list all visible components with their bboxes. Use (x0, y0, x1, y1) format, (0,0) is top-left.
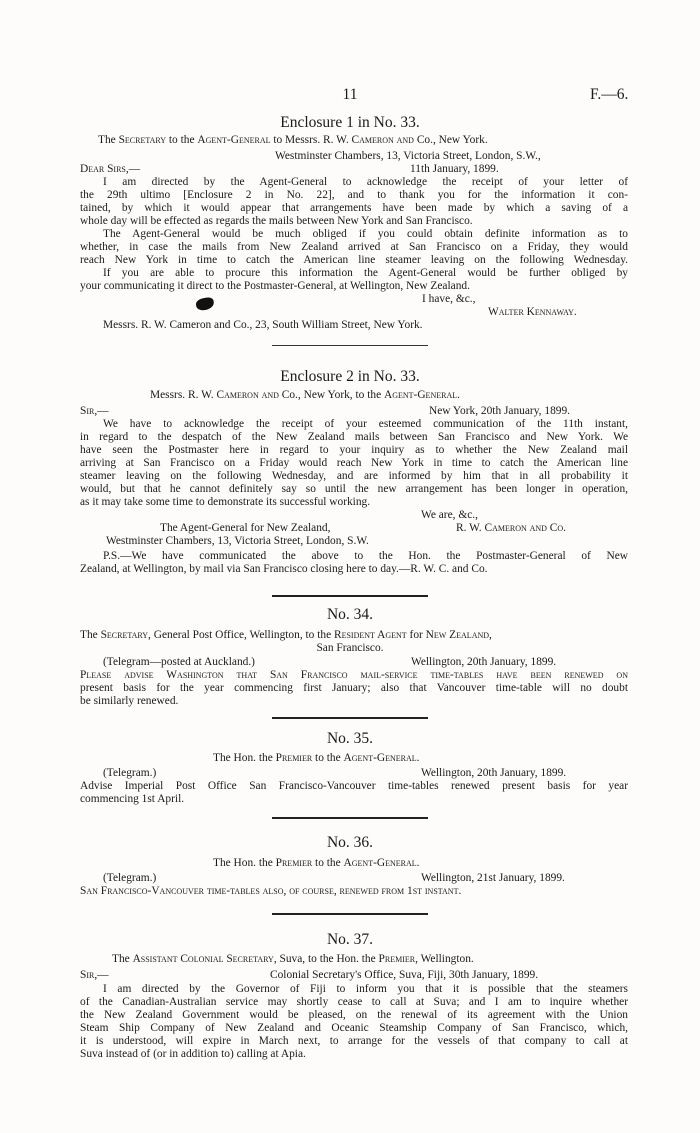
addressee: Messrs. R. W. Cameron and Co., 23, South William Street, New York. (103, 319, 423, 331)
telegram-date: Wellington, 20th January, 1899. (421, 767, 567, 779)
paragraph-line: the 29th ultimo [Enclosure 2 in No. 22], and to thank you for the information it con- (80, 189, 628, 201)
paragraph-line: the New Zealand Government would be pleased, on the renewal of its agreement with the Union (80, 1009, 628, 1021)
page-number: 11 (342, 86, 358, 103)
paragraph-line: steamer leaving on the following Wednesday, and are informed by him that in all probability it (80, 470, 628, 482)
no34-title: No. 34. (326, 606, 374, 623)
paragraph-line: Steam Ship Company of New Zealand and Oceanic Steamship Company of San Francisco, which, (80, 1022, 628, 1034)
postscript-line: Zealand, at Wellington, by mail via San Francisco closing here to day.—R. W. C. and Co. (80, 563, 488, 575)
letter-date: 11th January, 1899. (410, 163, 499, 175)
section-divider (272, 817, 428, 819)
enclosure-2-route: Messrs. R. W. Cameron and Co., New York, to the Agent-General. (150, 389, 460, 401)
no36-telegram-line (103, 872, 600, 885)
paragraph-line: arriving at San Francisco on a Friday would reach New York in time to catch the American line (80, 457, 628, 469)
paragraph-line: tained, by which it would appear that arrangements have been made by which a saving of a (80, 202, 628, 214)
no37-salutation-line (80, 969, 600, 982)
enclosure-2-title: Enclosure 2 in No. 33. (280, 368, 420, 385)
enclosure-1-salutation-line (80, 163, 611, 176)
paragraph-line: would, but that he cannot definitely say so until the new arrangement has been longer in operation, (80, 483, 628, 495)
no36-route: The Hon. the Premier to the Agent-General. (213, 857, 420, 869)
closing: We are, &c., (421, 509, 478, 521)
no37-route: The Assistant Colonial Secretary, Suva, to the Hon. the Premier, Wellington. (112, 953, 474, 965)
paragraph-line: in regard to the despatch of the New Zealand mails between San Francisco and New York. We (80, 431, 628, 443)
paragraph-line: be similarly renewed. (80, 695, 179, 707)
salutation: Sir,— (80, 405, 109, 417)
no35-telegram-line (103, 767, 600, 780)
paragraph-line: If you are able to procure this information the Agent-General would be further obliged by (103, 267, 628, 279)
paragraph-line: San Francisco-Vancouver time-tables also, of course, renewed from 1st instant. (80, 885, 462, 897)
salutation: Dear Sirs,— (80, 163, 141, 175)
paragraph-line: Suva instead of (or in addition to) calling at Apia. (80, 1048, 306, 1060)
section-divider (272, 595, 428, 597)
section-divider (272, 913, 428, 915)
paragraph-line: I am directed by the Governor of Fiji to inform you that it is possible that the steamers (103, 983, 628, 995)
enclosure-2-salutation-line (80, 405, 600, 418)
no35-title: No. 35. (326, 730, 374, 747)
paragraph-line: Advise Imperial Post Office San Francisco-Vancouver time-tables renewed present basis for year (80, 780, 628, 792)
ink-blot (195, 297, 215, 312)
closing: I have, &c., (422, 293, 476, 305)
telegram-date: Wellington, 21st January, 1899. (421, 872, 565, 884)
signature: R. W. Cameron and Co. (456, 522, 567, 534)
enclosure-1-route: The Secretary to the Agent-General to Messrs. R. W. Cameron and Co., New York. (98, 134, 488, 146)
paragraph-line: The Agent-General would be much obliged if you could obtain definite information as to (103, 228, 628, 240)
no34-route-destination: San Francisco. (316, 642, 384, 654)
paragraph-line: present basis for the year commencing first January; also that Vancouver time-table will no doubt (80, 682, 628, 694)
no34-route: The Secretary, General Post Office, Wellington, to the Resident Agent for New Zealand, (80, 629, 492, 641)
recipient-signature-line (160, 522, 600, 535)
no37-title: No. 37. (326, 931, 374, 948)
paragraph-line: of the Canadian-Australian service may shortly cease to call at Suva; and I am to inquire whether (80, 996, 628, 1008)
paragraph-line: commencing 1st April. (80, 793, 185, 805)
enclosure-1-title: Enclosure 1 in No. 33. (280, 114, 420, 131)
paragraph-line: whole day will be effected as regards the mails between New York and San Francisco. (80, 215, 473, 227)
letter-date: Colonial Secretary's Office, Suva, Fiji, 30th January, 1899. (270, 969, 539, 981)
recipient-address: Westminster Chambers, 13, Victoria Street, London, S.W. (106, 535, 369, 547)
paragraph-line: your communicating it direct to the Postmaster-General, at Wellington, New Zealand. (80, 280, 470, 292)
telegram-note: (Telegram—posted at Auckland.) (103, 656, 255, 668)
paragraph-line: have seen the Postmaster here in regard to your inquiry as to whether the New Zealand mail (80, 444, 628, 456)
paragraph-line: reach New York in time to catch the American line steamer leaving on the following Wednesday. (80, 254, 628, 266)
telegram-note: (Telegram.) (103, 767, 157, 779)
paragraph-line: it is understood, will expire in March next, to arrange for the vessels of that company to call at (80, 1035, 628, 1047)
letter-date: New York, 20th January, 1899. (429, 405, 571, 417)
paragraph-line: We have to acknowledge the receipt of your esteemed communication of the 11th instant, (103, 418, 628, 430)
signature: Walter Kennaway. (488, 306, 577, 318)
recipient: The Agent-General for New Zealand, (160, 522, 331, 534)
section-divider (272, 717, 428, 719)
paragraph-line: whether, in case the mails from New Zealand arrived at San Francisco on a Friday, they would (80, 241, 628, 253)
enclosure-1-address: Westminster Chambers, 13, Victoria Street, London, S.W., (275, 150, 541, 162)
telegram-note: (Telegram.) (103, 872, 157, 884)
postscript-line: P.S.—We have communicated the above to the Hon. the Postmaster-General of New (103, 550, 628, 562)
paper-reference: F.—6. (590, 86, 629, 103)
no34-telegram-line (103, 656, 600, 669)
paragraph-line: I am directed by the Agent-General to acknowledge the receipt of your letter of (103, 176, 628, 188)
paragraph-line: Please advise Washington that San Francisco mail-service time-tables have been renewed on (80, 669, 628, 681)
paragraph-line: as it may take some time to demonstrate its successful working. (80, 496, 371, 508)
no36-title: No. 36. (326, 834, 374, 851)
section-divider (272, 345, 428, 346)
telegram-date: Wellington, 20th January, 1899. (411, 656, 557, 668)
salutation: Sir,— (80, 969, 109, 981)
no35-route: The Hon. the Premier to the Agent-General. (213, 752, 420, 764)
